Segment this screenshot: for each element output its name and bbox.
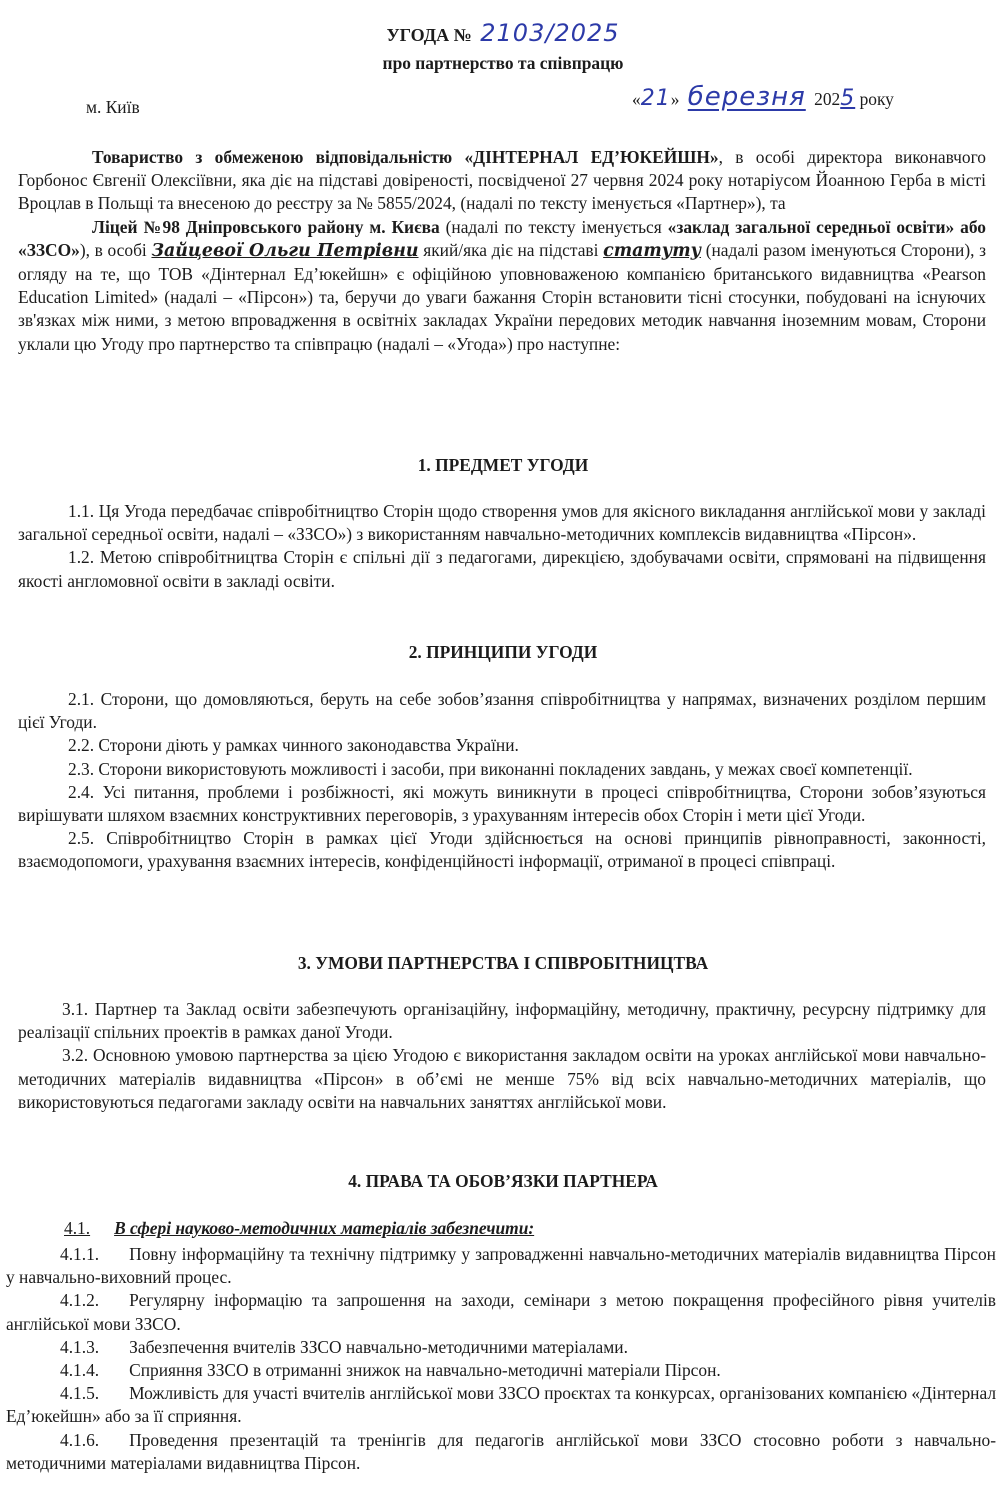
preamble-1-text: , в особі директора виконавчого Горбонос Євгенії Олексіївни, яка діє на підставі довіреності, посвідченої 27 червня 2024 року нотаріусом Йоанною Герба в місті Вроцлав в Польщі та внесеною до реєстру за № 5855/2024, (надалі по тексту іменується «Партнер»), та (18, 147, 986, 214)
subsection-title: В сфері науково-методичних матеріалів забезпечити: (114, 1218, 535, 1238)
title-prefix: УГОДА № (386, 25, 472, 45)
city: м. Київ (86, 97, 140, 117)
clause-3-1: 3.1. Партнер та Заклад освіти забезпечують організаційну, інформаційну, методичну, практичну, ресурсну підтримку для реалізації спільних проектів в рамках даної Угоди. (18, 999, 986, 1043)
clause-2-2: 2.2. Сторони діють у рамках чинного законодавства України. (68, 735, 519, 756)
clause-text: Можливість для участі вчителів англійської мови ЗЗСО проєктах та конкурсах, організованих компанією «Дінтернал Ед’юкейшн» або за її сприяння. (6, 1383, 996, 1427)
handwritten-day: 21 (640, 86, 671, 111)
clause-4-1-6 (6, 1429, 996, 1475)
clause-text: Проведення презентацій та тренінгів для педагогів англійської мови ЗЗСО стосовно роботи з навчально-методичними матеріалами видавництва Пірсон. (6, 1429, 996, 1473)
preamble-2-text-b: ), в особі (79, 239, 152, 260)
document-subtitle: про партнерство та співпрацю (382, 53, 624, 73)
clause-2-3: 2.3. Сторони використовують можливості і засоби, при виконанні покладених завдань, у межах своєї компетенції. (68, 758, 913, 779)
section-2-body (18, 688, 986, 874)
clause-1-1: 1.1. Ця Угода передбачає співробітництво Сторін щодо створення умов для якісного викладання англійської мови у закладі загальної середньої освіти, надалі – «ЗЗСО») з використанням навчально-методичних комплексів видавництва «Пірсон». (18, 501, 986, 545)
clause-number: 4.1.1. (60, 1244, 100, 1264)
section-4-heading: 4. ПРАВА ТА ОБОВ’ЯЗКИ ПАРТНЕРА (348, 1171, 658, 1191)
handwritten-basis: статуту (603, 240, 702, 261)
clause-text: Сприяння ЗЗСО в отриманні знижок на навчально-методичні матеріали Пірсон. (129, 1360, 721, 1381)
subsection-4-1 (64, 1217, 534, 1240)
section-1-body (18, 500, 986, 593)
clause-text: Регулярну інформацію та запрошення на заходи, семінари з метою покращення професійного рівня учителів англійської мови ЗЗСО. (6, 1290, 996, 1334)
handwritten-representative: Зайцевої Ольги Петрівни (151, 240, 419, 261)
clause-4-1-3 (6, 1336, 996, 1359)
clause-number: 4.1.4. (60, 1360, 100, 1381)
handwritten-agreement-number: 2103/2025 (480, 19, 620, 47)
clause-3-2: 3.2. Основною умовою партнерства за цією Угодою є використання закладом освіти на уроках англійської мови навчально-методичних матеріалів видавництва «Пірсон» в об’ємі не менше 75% від всіх навчально-методичних матеріалів, що використовуються педагогами закладу освіти на навчальних заняттях англійської мови. (18, 1045, 986, 1112)
preamble (18, 146, 986, 356)
handwritten-month: березня (687, 82, 806, 112)
preamble-2-text-c: який/яка діє на підставі (418, 239, 604, 260)
partner-name: Товариство з обмеженою відповідальністю «ДІНТЕРНАЛ ЕД’ЮКЕЙШН» (92, 147, 719, 167)
document-title (0, 19, 1006, 47)
clause-4-1-2 (6, 1289, 996, 1335)
section-3-heading: 3. УМОВИ ПАРТНЕРСТВА І СПІВРОБІТНИЦТВА (297, 953, 709, 973)
section-4-1-list (6, 1243, 996, 1475)
year-prefix: 202 (814, 89, 841, 109)
clause-number: 4.1.2. (60, 1290, 100, 1311)
section-2-heading: 2. ПРИНЦИПИ УГОДИ (408, 642, 598, 662)
section-3-body (18, 998, 986, 1114)
clause-4-1-5 (6, 1382, 996, 1428)
date-suffix: року (859, 89, 894, 109)
clause-text: Забезпечення вчителів ЗЗСО навчально-методичними матеріалами. (129, 1336, 628, 1357)
section-1-heading: 1. ПРЕДМЕТ УГОДИ (417, 455, 589, 475)
clause-2-4: 2.4. Усі питання, проблеми і розбіжності, які можуть виникнути в процесі співробітництва, Сторони зобов’язуються вирішувати шляхом взаємних конструктивних переговорів, з урахуванням інтересів обох Сторін і мети цієї Угоди. (18, 781, 986, 826)
clause-1-2: 1.2. Метою співробітництва Сторін є спільні дії з педагогами, дирекцією, здобувачами освіти, спрямовані на підвищення якості англомовної освіти в закладі освіти. (18, 547, 986, 591)
clause-4-1-4 (6, 1359, 996, 1382)
preamble-paragraph-2 (18, 216, 986, 356)
clause-4-1-1 (6, 1243, 996, 1289)
handwritten-year-digit: 5 (840, 86, 856, 111)
clause-number: 4.1.6. (60, 1429, 100, 1450)
preamble-2-text-d: (надалі разом іменуються Сторони), з огляду на те, що ТОВ «Дінтернал Ед’юкейшн» є офіційною уповноваженою компанією британського видавництва «Pearson Education Limited» (надалі – «Пірсон») та, беручи до уваги бажання Сторін встановити тісні стосунки, побудовані на існуючих зв'язках між ними, з метою впровадження в освітніх закладах України передових методик навчання іноземним мовам, Сторони уклали цю Угоду про партнерство та співпрацю (надалі – «Угода») про наступне: (18, 239, 987, 354)
clause-text: Повну інформаційну та технічну підтримку у запровадженні навчально-методичних матеріалів видавництва Пірсон у навчально-виховний процес. (6, 1244, 996, 1288)
subsection-number: 4.1. (64, 1218, 91, 1238)
clause-number: 4.1.3. (60, 1336, 100, 1357)
document-date (632, 82, 894, 112)
clause-number: 4.1.5. (60, 1383, 100, 1404)
date-quote-open: « (632, 89, 641, 109)
clause-2-1: 2.1. Сторони, що домовляються, беруть на себе зобов’язання співробітництва у напрямах, визначених розділом першим цієї Угоди. (18, 689, 986, 733)
preamble-paragraph-1 (18, 146, 986, 216)
date-quote-close: » (670, 89, 680, 109)
school-alias: «заклад загальної середньої освіти» або «ЗЗСО» (18, 216, 986, 260)
clause-2-5: 2.5. Співробітництво Сторін в рамках цієї Угоди здійснюється на основі принципів рівноправності, законності, взаємодопомоги, урахування взаємних інтересів, конфіденційності інформації, отриманої в процесі співпраці. (18, 828, 986, 872)
preamble-2-text-a: (надалі по тексту іменується (439, 216, 668, 237)
school-name: Ліцей №98 Дніпровського району м. Києва (92, 216, 440, 237)
